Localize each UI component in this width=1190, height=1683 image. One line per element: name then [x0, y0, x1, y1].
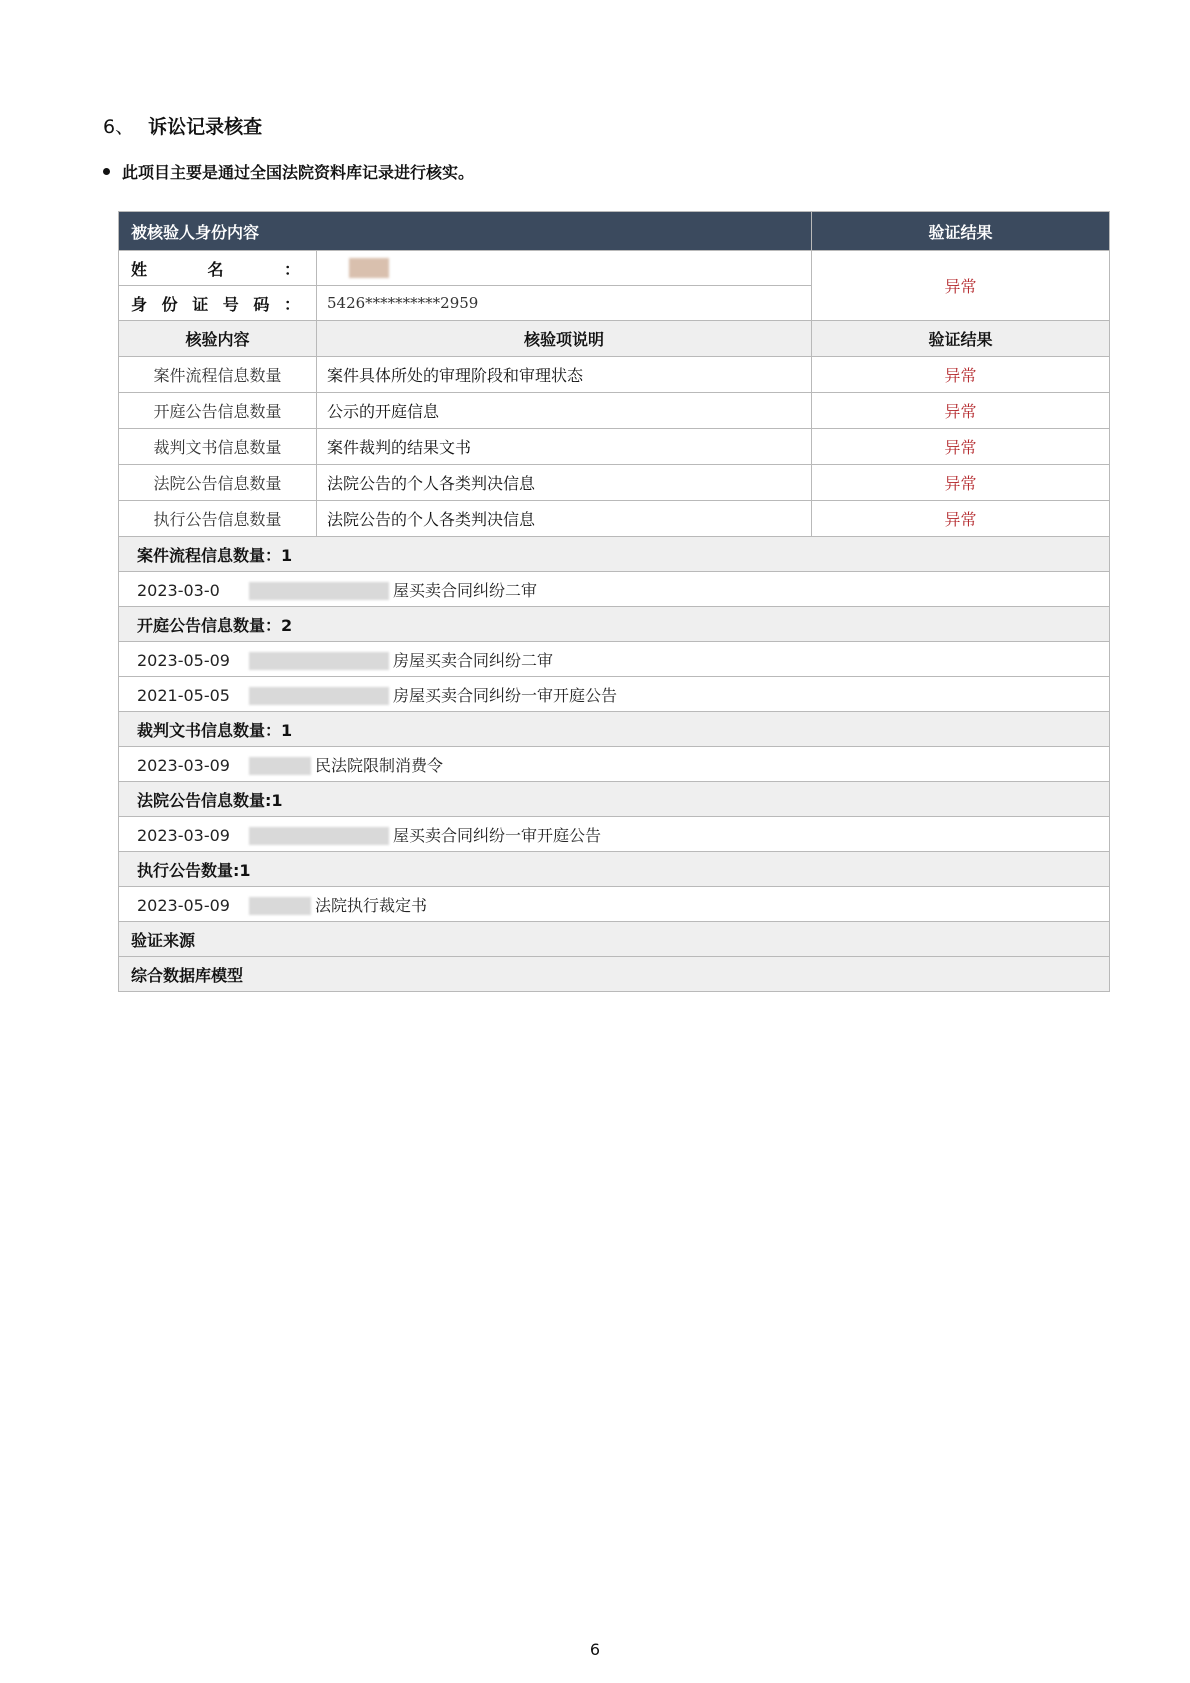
- record-cell: [119, 887, 1110, 922]
- source-value: 综合数据库模型: [119, 957, 1110, 992]
- record-cell: [119, 747, 1110, 782]
- record-row: [119, 642, 1110, 677]
- record-row: [119, 887, 1110, 922]
- section-title-row: [119, 712, 1110, 747]
- name-label: 姓 名 ：: [119, 251, 317, 286]
- record-row: [119, 572, 1110, 607]
- record-text: 屋买卖合同纠纷二审: [393, 580, 538, 600]
- source-label-row: [119, 922, 1110, 957]
- check-desc: 法院公告的个人各类判决信息: [317, 501, 812, 537]
- record-cell: [119, 677, 1110, 712]
- check-item: 开庭公告信息数量: [119, 393, 317, 429]
- check-result: 异常: [812, 465, 1110, 501]
- source-value-row: [119, 957, 1110, 992]
- identity-header: 被核验人身份内容: [119, 212, 812, 251]
- identity-header-row: [119, 212, 1110, 251]
- id-label: 身 份 证 号 码 ：: [119, 286, 317, 321]
- check-row: [119, 465, 1110, 501]
- redaction-block: [249, 687, 389, 705]
- check-result: 异常: [812, 357, 1110, 393]
- check-result: 异常: [812, 429, 1110, 465]
- checks-header-result: 验证结果: [812, 321, 1110, 357]
- section-title: 诉讼记录核查: [148, 116, 263, 138]
- record-date: 2023-05-09: [137, 895, 230, 915]
- record-row: [119, 747, 1110, 782]
- record-row: [119, 817, 1110, 852]
- redaction-block: [249, 652, 389, 670]
- record-text: 房屋买卖合同纠纷二审: [393, 650, 554, 670]
- check-desc: 法院公告的个人各类判决信息: [317, 465, 812, 501]
- record-date: 2023-03-09: [137, 825, 230, 845]
- section-title-row: [119, 782, 1110, 817]
- record-cell: [119, 572, 1110, 607]
- section-heading: [103, 112, 262, 139]
- name-row: [119, 251, 1110, 286]
- checks-header-desc: 核验项说明: [317, 321, 812, 357]
- redaction-block: [249, 757, 311, 775]
- record-text: 房屋买卖合同纠纷一审开庭公告: [393, 685, 618, 705]
- section-title-court-notice: 法院公告信息数量:1: [119, 782, 1110, 817]
- redaction-block: [249, 582, 389, 600]
- record-text: 屋买卖合同纠纷一审开庭公告: [393, 825, 602, 845]
- check-item: 裁判文书信息数量: [119, 429, 317, 465]
- check-row: [119, 501, 1110, 537]
- section-title-hearing: 开庭公告信息数量：2: [119, 607, 1110, 642]
- check-item: 案件流程信息数量: [119, 357, 317, 393]
- record-date: 2021-05-05: [137, 685, 230, 705]
- redaction-block: [249, 827, 389, 845]
- section-title-case-flow: 案件流程信息数量：1: [119, 537, 1110, 572]
- check-result: 异常: [812, 393, 1110, 429]
- checks-header-row: [119, 321, 1110, 357]
- record-date: 2023-05-09: [137, 650, 230, 670]
- section-title-row: [119, 537, 1110, 572]
- check-row: [119, 357, 1110, 393]
- record-text: 法院执行裁定书: [315, 895, 428, 915]
- result-header: 验证结果: [812, 212, 1110, 251]
- record-text: 民法院限制消费令: [315, 755, 444, 775]
- identity-result: 异常: [812, 251, 1110, 321]
- check-item: 法院公告信息数量: [119, 465, 317, 501]
- check-row: [119, 393, 1110, 429]
- record-date: 2023-03-09: [137, 755, 230, 775]
- id-value: 5426**********2959: [317, 286, 812, 321]
- section-title-row: [119, 852, 1110, 887]
- check-row: [119, 429, 1110, 465]
- section-title-judgment: 裁判文书信息数量：1: [119, 712, 1110, 747]
- name-value: [317, 251, 812, 286]
- redaction-block: [249, 897, 311, 915]
- bullet-dot-icon: [103, 168, 110, 175]
- record-date: 2023-03-0: [137, 580, 220, 600]
- record-row: [119, 677, 1110, 712]
- section-number: 6、: [103, 116, 135, 138]
- record-cell: [119, 642, 1110, 677]
- intro-text: 此项目主要是通过全国法院资料库记录进行核实。: [122, 163, 475, 182]
- section-title-row: [119, 607, 1110, 642]
- page-number: 6: [589, 1640, 601, 1659]
- check-item: 执行公告信息数量: [119, 501, 317, 537]
- source-label: 验证来源: [119, 922, 1110, 957]
- check-desc: 案件具体所处的审理阶段和审理状态: [317, 357, 812, 393]
- redacted-name: [349, 258, 389, 278]
- checks-header-item: 核验内容: [119, 321, 317, 357]
- section-title-execution: 执行公告数量:1: [119, 852, 1110, 887]
- litigation-report-table: [118, 211, 1110, 992]
- intro-bullet: [103, 160, 474, 183]
- check-desc: 公示的开庭信息: [317, 393, 812, 429]
- check-desc: 案件裁判的结果文书: [317, 429, 812, 465]
- record-cell: [119, 817, 1110, 852]
- check-result: 异常: [812, 501, 1110, 537]
